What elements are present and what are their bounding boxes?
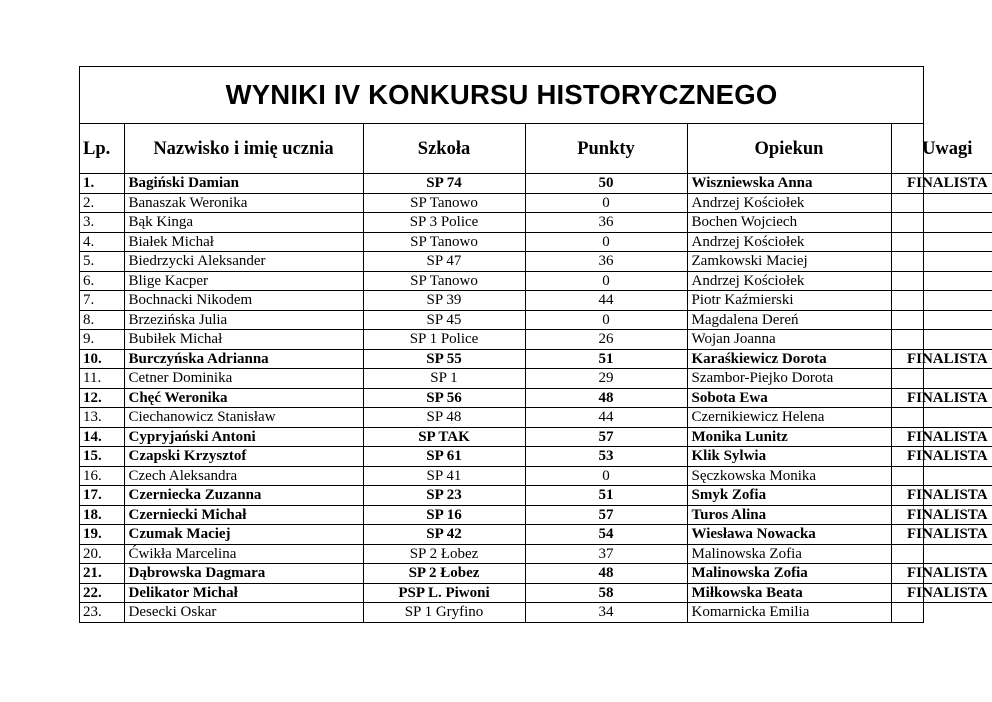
cell-school: SP 16: [363, 505, 525, 525]
table-row: [80, 252, 992, 272]
cell-points: 0: [525, 271, 687, 291]
cell-name: Ćwikła Marcelina: [124, 544, 363, 564]
cell-tutor: Bochen Wojciech: [687, 213, 891, 233]
cell-notes: [891, 330, 992, 350]
cell-school: SP 55: [363, 349, 525, 369]
cell-name: Czapski Krzysztof: [124, 447, 363, 467]
cell-points: 50: [525, 174, 687, 194]
cell-tutor: Andrzej Kościołek: [687, 271, 891, 291]
table-row: [80, 603, 992, 622]
table-row: [80, 193, 992, 213]
cell-tutor: Zamkowski Maciej: [687, 252, 891, 272]
cell-school: SP 2 Łobez: [363, 544, 525, 564]
cell-lp: 22.: [80, 583, 124, 603]
cell-name: Cypryjański Antoni: [124, 427, 363, 447]
cell-lp: 8.: [80, 310, 124, 330]
cell-name: Banaszak Weronika: [124, 193, 363, 213]
cell-tutor: Malinowska Zofia: [687, 544, 891, 564]
cell-name: Biedrzycki Aleksander: [124, 252, 363, 272]
cell-notes: FINALISTA: [891, 427, 992, 447]
cell-points: 48: [525, 564, 687, 584]
cell-notes: FINALISTA: [891, 564, 992, 584]
header-school: Szkoła: [363, 124, 525, 174]
cell-lp: 6.: [80, 271, 124, 291]
cell-tutor: Sęczkowska Monika: [687, 466, 891, 486]
cell-lp: 13.: [80, 408, 124, 428]
cell-tutor: Magdalena Dereń: [687, 310, 891, 330]
cell-points: 57: [525, 505, 687, 525]
cell-points: 0: [525, 232, 687, 252]
cell-name: Czerniecki Michał: [124, 505, 363, 525]
cell-notes: [891, 369, 992, 389]
table-row: [80, 427, 992, 447]
cell-notes: [891, 408, 992, 428]
table-row: [80, 544, 992, 564]
cell-name: Brzezińska Julia: [124, 310, 363, 330]
table-row: [80, 388, 992, 408]
cell-points: 58: [525, 583, 687, 603]
cell-notes: [891, 232, 992, 252]
header-notes: Uwagi: [891, 124, 992, 174]
cell-name: Bagiński Damian: [124, 174, 363, 194]
cell-school: SP 41: [363, 466, 525, 486]
cell-notes: FINALISTA: [891, 388, 992, 408]
cell-points: 34: [525, 603, 687, 622]
cell-tutor: Wiesława Nowacka: [687, 525, 891, 545]
cell-points: 44: [525, 291, 687, 311]
cell-notes: [891, 466, 992, 486]
cell-tutor: Turos Alina: [687, 505, 891, 525]
table-row: [80, 564, 992, 584]
cell-lp: 14.: [80, 427, 124, 447]
header-lp: Lp.: [80, 124, 124, 174]
cell-points: 51: [525, 349, 687, 369]
cell-notes: FINALISTA: [891, 447, 992, 467]
table-row: [80, 486, 992, 506]
cell-tutor: Klik Sylwia: [687, 447, 891, 467]
cell-lp: 23.: [83, 604, 102, 620]
cell-school: SP 1 Police: [363, 330, 525, 350]
cell-tutor: Czernikiewicz Helena: [687, 408, 891, 428]
cell-tutor: Miłkowska Beata: [687, 583, 891, 603]
cell-notes: [891, 193, 992, 213]
cell-tutor: Smyk Zofia: [687, 486, 891, 506]
cell-school: PSP L. Piwoni: [363, 583, 525, 603]
cell-notes: FINALISTA: [891, 174, 992, 194]
table-row: [80, 369, 992, 389]
cell-lp: 20.: [80, 544, 124, 564]
cell-school: SP Tanowo: [363, 271, 525, 291]
table-row: [80, 330, 992, 350]
cell-lp: 17.: [80, 486, 124, 506]
cell-notes: [891, 271, 992, 291]
table-row: [80, 232, 992, 252]
cell-tutor: Komarnicka Emilia: [687, 603, 891, 622]
cell-points: 0: [525, 310, 687, 330]
cell-name: Białek Michał: [124, 232, 363, 252]
cell-tutor: Monika Lunitz: [687, 427, 891, 447]
cell-lp: 18.: [80, 505, 124, 525]
cell-tutor: Karaśkiewicz Dorota: [687, 349, 891, 369]
cell-lp: 3.: [80, 213, 124, 233]
cell-school: SP Tanowo: [363, 193, 525, 213]
cell-points: 29: [525, 369, 687, 389]
cell-lp: 19.: [80, 525, 124, 545]
cell-name: Burczyńska Adrianna: [124, 349, 363, 369]
cell-tutor: Malinowska Zofia: [687, 564, 891, 584]
cell-lp: 2.: [80, 193, 124, 213]
cell-points: 48: [525, 388, 687, 408]
results-document: [79, 66, 988, 623]
cell-points: 37: [525, 544, 687, 564]
cell-name: Bochnacki Nikodem: [124, 291, 363, 311]
cell-tutor: Wojan Joanna: [687, 330, 891, 350]
cell-name: Czech Aleksandra: [124, 466, 363, 486]
cell-lp: 1.: [80, 174, 124, 194]
cell-school: SP 1: [363, 369, 525, 389]
cell-lp: 12.: [80, 388, 124, 408]
table-row: [80, 447, 992, 467]
table-row: [80, 349, 992, 369]
cell-notes: FINALISTA: [891, 349, 992, 369]
cell-lp: 7.: [80, 291, 124, 311]
cell-name: Desecki Oskar: [124, 603, 363, 622]
cell-notes: [891, 310, 992, 330]
cell-name: Czerniecka Zuzanna: [124, 486, 363, 506]
cell-notes: [891, 213, 992, 233]
cell-name: Bubiłek Michał: [124, 330, 363, 350]
header-tutor: Opiekun: [687, 124, 891, 174]
cell-school: SP 48: [363, 408, 525, 428]
cell-school: SP 2 Łobez: [363, 564, 525, 584]
cell-lp: 11.: [80, 369, 124, 389]
cell-lp: 10.: [80, 349, 124, 369]
table-row: [80, 291, 992, 311]
cell-name: Dąbrowska Dagmara: [124, 564, 363, 584]
cell-points: 36: [525, 252, 687, 272]
cell-school: SP 45: [363, 310, 525, 330]
cell-points: 51: [525, 486, 687, 506]
cell-school: SP 47: [363, 252, 525, 272]
cell-tutor: Andrzej Kościołek: [687, 193, 891, 213]
table-row: [80, 213, 992, 233]
header-name: Nazwisko i imię ucznia: [124, 124, 363, 174]
cell-lp: 4.: [80, 232, 124, 252]
cell-tutor: Andrzej Kościołek: [687, 232, 891, 252]
cell-notes: FINALISTA: [891, 583, 992, 603]
cell-school: SP 42: [363, 525, 525, 545]
cell-lp: 5.: [80, 252, 124, 272]
cell-school: SP Tanowo: [363, 232, 525, 252]
cell-school: SP 61: [363, 447, 525, 467]
cell-name: Chęć Weronika: [124, 388, 363, 408]
cell-points: 0: [525, 466, 687, 486]
cell-school: SP 1 Gryfino: [363, 603, 525, 622]
table-row: [80, 466, 992, 486]
cell-points: 53: [525, 447, 687, 467]
table-row: [80, 408, 992, 428]
document-title: WYNIKI IV KONKURSU HISTORYCZNEGO: [80, 67, 923, 124]
results-table: [80, 124, 992, 622]
table-row: [80, 525, 992, 545]
header-points: Punkty: [525, 124, 687, 174]
cell-name: Bąk Kinga: [124, 213, 363, 233]
table-row: [80, 271, 992, 291]
cell-points: 57: [525, 427, 687, 447]
cell-notes: [891, 544, 992, 564]
cell-school: SP 74: [363, 174, 525, 194]
cell-notes: FINALISTA: [891, 525, 992, 545]
cell-lp: 21.: [80, 564, 124, 584]
cell-points: 0: [525, 193, 687, 213]
cell-name: Blige Kacper: [124, 271, 363, 291]
cell-lp: 16.: [80, 466, 124, 486]
cell-school: SP TAK: [363, 427, 525, 447]
table-row: [80, 505, 992, 525]
table-row: [80, 174, 992, 194]
cell-school: SP 56: [363, 388, 525, 408]
cell-school: SP 39: [363, 291, 525, 311]
cell-name: Czumak Maciej: [124, 525, 363, 545]
cell-notes: FINALISTA: [891, 505, 992, 525]
table-row: [80, 583, 992, 603]
cell-notes: [891, 291, 992, 311]
cell-points: 26: [525, 330, 687, 350]
cell-name: Cetner Dominika: [124, 369, 363, 389]
cell-tutor: Wiszniewska Anna: [687, 174, 891, 194]
cell-points: 54: [525, 525, 687, 545]
cell-school: SP 3 Police: [363, 213, 525, 233]
cell-tutor: Sobota Ewa: [687, 388, 891, 408]
cell-points: 36: [525, 213, 687, 233]
cell-tutor: Szambor-Piejko Dorota: [687, 369, 891, 389]
cell-notes: [891, 252, 992, 272]
cell-notes: [891, 603, 992, 622]
cell-notes: FINALISTA: [891, 486, 992, 506]
cell-school: SP 23: [363, 486, 525, 506]
cell-points: 44: [525, 408, 687, 428]
table-header-row: [80, 124, 992, 174]
cell-lp: 9.: [80, 330, 124, 350]
cell-name: Delikator Michał: [124, 583, 363, 603]
cell-lp: 15.: [80, 447, 124, 467]
cell-tutor: Piotr Kaźmierski: [687, 291, 891, 311]
table-row: [80, 310, 992, 330]
cell-name: Ciechanowicz Stanisław: [124, 408, 363, 428]
